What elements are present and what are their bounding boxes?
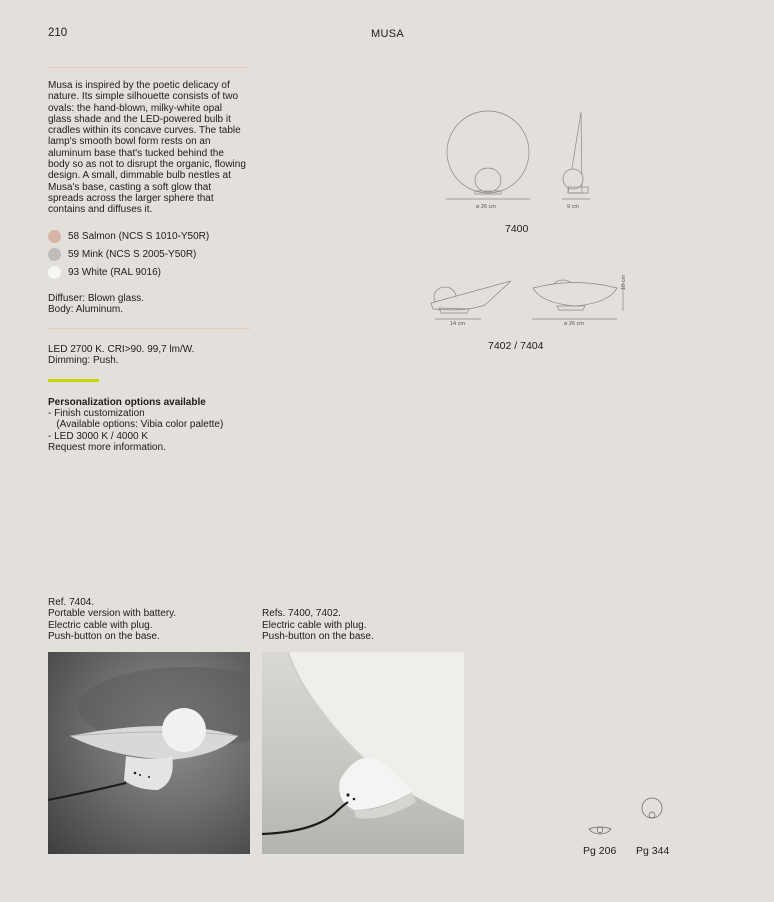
bulb-front — [475, 168, 501, 192]
personalization-link[interactable]: Request more information. — [48, 442, 166, 453]
caption-left-line: Portable version with battery. — [48, 608, 177, 619]
finish-item-mink — [48, 247, 196, 261]
finish-item-salmon — [48, 229, 209, 243]
caption-left-line: Ref. 7404. — [48, 597, 95, 608]
bowl-front — [533, 283, 617, 307]
drawing-7400 — [430, 100, 610, 215]
dimension-label: ø 26 cm — [564, 321, 584, 327]
mink-swatch-icon — [48, 248, 61, 261]
divider-top — [48, 67, 250, 68]
salmon-swatch-icon — [48, 230, 61, 243]
finish-label: 93 White (RAL 9016) — [68, 266, 162, 278]
related-page-link[interactable]: Pg 344 — [636, 845, 670, 857]
model-ref-7400: 7400 — [505, 223, 529, 235]
personalization-title: Personalization options available — [48, 397, 206, 408]
caption-left-line: Electric cable with plug. — [48, 620, 153, 631]
personalization-line: - LED 3000 K / 4000 K — [48, 431, 149, 442]
personalization-line: - Finish customization — [48, 408, 145, 419]
bulb-side — [563, 169, 583, 189]
caption-right-line: Push-button on the base. — [262, 631, 374, 642]
related-page-link[interactable]: Pg 206 — [583, 845, 617, 857]
spec-led: LED 2700 K. CRI>90. 99,7 lm/W. — [48, 344, 195, 355]
base-front-b — [557, 306, 585, 310]
product-description: Musa is inspired by the poetic delicacy of nature. Its simple silhouette consists of two ovals: the hand-blown, milky-white opal glass shade and the LED-powered bulb it cradles within its concave curves. The table lamp's smooth bowl form rests on an aluminum base that's tucked behind the body so as not to disrupt the organic, flowing design. A small, dimmable bulb nestles at Musa's base, casting a soft glow that spreads across the larger sphere that contains and diffuses it. — [48, 80, 246, 216]
round-lamp-icon — [640, 797, 666, 823]
dimension-label: ø 26 cm — [476, 204, 496, 210]
accent-divider — [48, 379, 99, 382]
caption-left-line: Push-button on the base. — [48, 631, 160, 642]
model-ref-7402-7404: 7402 / 7404 — [488, 340, 544, 352]
finish-label: 58 Salmon (NCS S 1010-Y50R) — [68, 230, 210, 242]
material-diffuser: Diffuser: Blown glass. — [48, 293, 144, 304]
material-body: Body: Aluminum. — [48, 304, 124, 315]
divider-middle — [48, 328, 250, 329]
page-number: 210 — [48, 27, 68, 39]
caption-right-line: Refs. 7400, 7402. — [262, 608, 341, 619]
bowl-lamp-icon — [587, 824, 613, 838]
personalization-line: (Available options: Vibia color palette) — [48, 419, 224, 430]
caption-right-line: Electric cable with plug. — [262, 620, 367, 631]
finish-item-white — [48, 265, 161, 279]
page-title: MUSA — [371, 28, 404, 40]
photo-portable-lamp — [48, 652, 250, 854]
dimension-label: 14 cm — [450, 321, 465, 327]
photo-base-closeup — [262, 652, 464, 854]
finish-label: 59 Mink (NCS S 2005-Y50R) — [68, 248, 197, 260]
dimension-label-vertical: 10 cm — [621, 275, 627, 290]
white-swatch-icon — [48, 266, 61, 279]
dimension-label: 9 cm — [567, 204, 579, 210]
spec-dimming: Dimming: Push. — [48, 355, 119, 366]
